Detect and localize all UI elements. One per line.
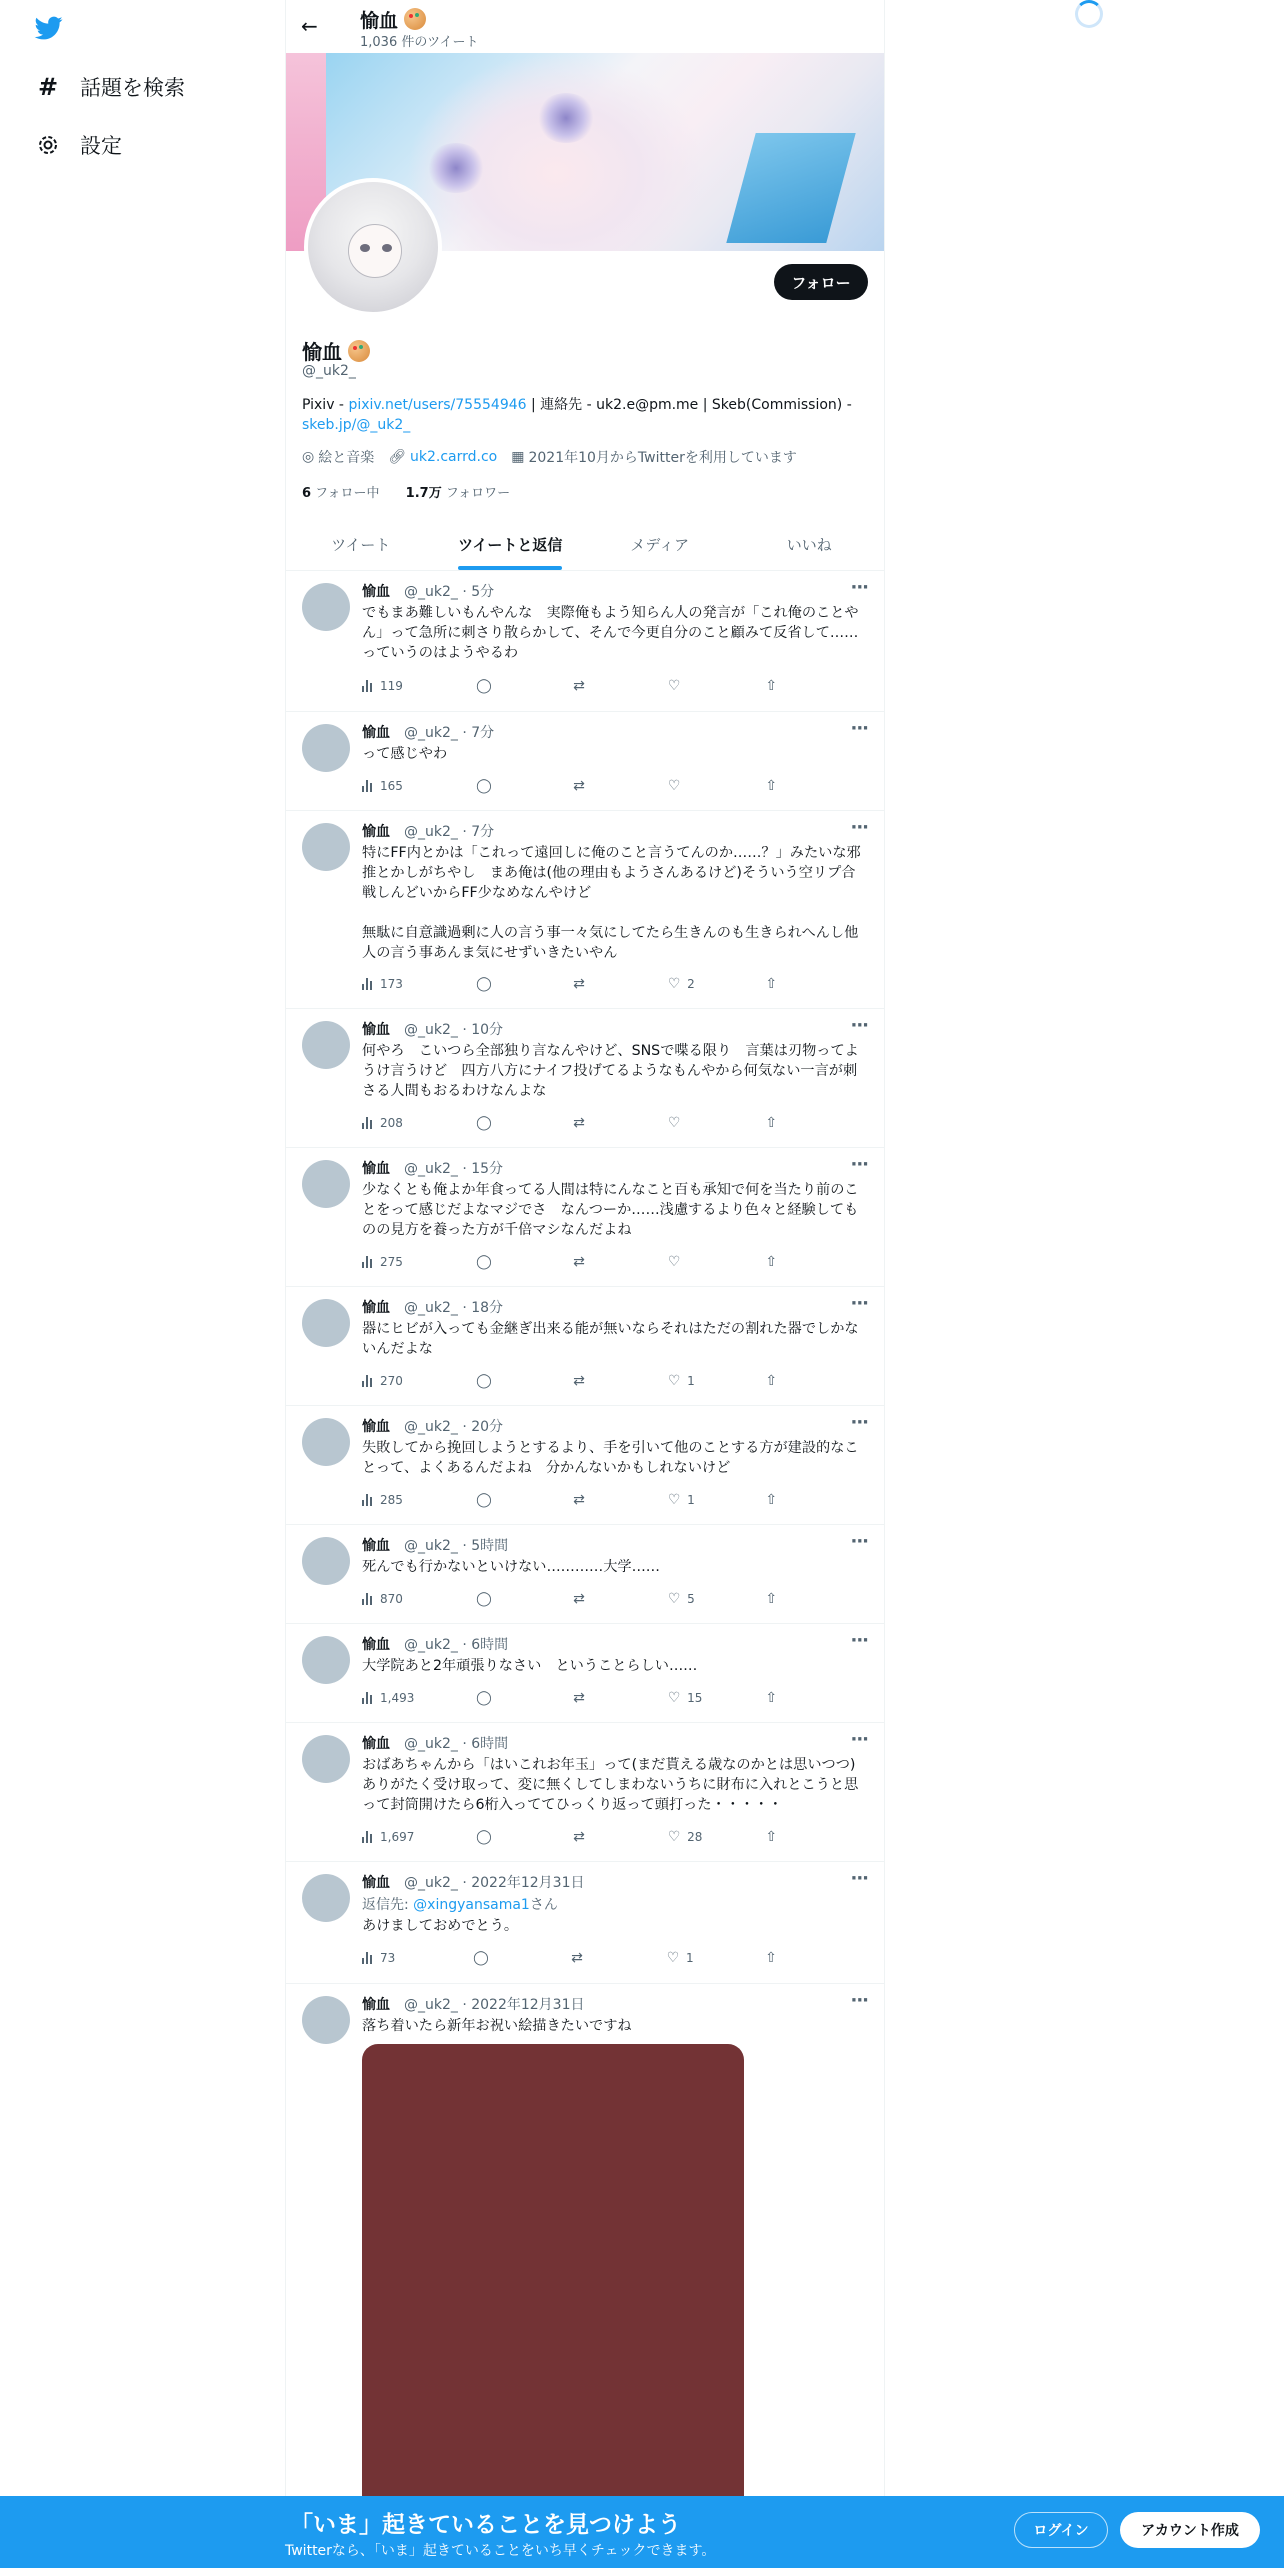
heart-icon: ♡ — [667, 1115, 681, 1131]
main-column — [285, 0, 885, 2568]
share-button[interactable] — [762, 1591, 782, 1607]
profile-handle: @_uk2_ — [302, 363, 356, 379]
more-options-icon[interactable]: ··· — [850, 1412, 868, 1433]
more-options-icon[interactable]: ··· — [850, 1015, 868, 1036]
retweet-icon: ⇄ — [571, 1950, 583, 1966]
avatar[interactable] — [302, 1021, 350, 1069]
profile-avatar[interactable] — [304, 178, 442, 316]
heart-icon: ♡ — [666, 1950, 680, 1966]
more-options-icon[interactable]: ··· — [850, 1154, 868, 1175]
tweet-actions — [362, 676, 782, 696]
analytics-icon — [362, 1831, 376, 1843]
more-options-icon[interactable]: ··· — [850, 1729, 868, 1750]
tweet-handle-time[interactable]: @_uk2_ · 7分 — [404, 824, 495, 840]
like-button[interactable]: ♡ 5 — [665, 1591, 762, 1607]
tweet-text: 落ち着いたら新年お祝い絵描きたいですね — [362, 2018, 632, 2034]
tweet-actions — [362, 1827, 782, 1847]
share-icon: ⇧ — [765, 1690, 778, 1706]
views-button[interactable]: 1,697 — [362, 1830, 475, 1844]
reply-icon: ◯ — [476, 1115, 492, 1131]
signup-banner — [0, 2496, 1284, 2568]
palette-emoji-icon — [348, 340, 370, 362]
tweet-actions — [362, 1113, 782, 1133]
tweet-handle-time[interactable]: @_uk2_ · 2022年12月31日 — [404, 1875, 585, 1891]
more-options-icon[interactable]: ··· — [850, 718, 868, 739]
share-icon: ⇧ — [765, 1254, 778, 1270]
reply-icon: ◯ — [476, 1829, 492, 1845]
tweet-actions — [362, 1371, 782, 1391]
back-arrow-icon[interactable]: ← — [301, 14, 318, 38]
retweet-icon: ⇄ — [573, 678, 585, 694]
more-options-icon[interactable]: ··· — [850, 1531, 868, 1552]
retweet-button[interactable] — [570, 778, 665, 794]
heart-icon: ♡ — [667, 1690, 681, 1706]
heart-icon: ♡ — [667, 1591, 681, 1607]
views-button[interactable]: 285 — [362, 1493, 475, 1507]
share-button[interactable] — [762, 778, 782, 794]
retweet-button[interactable] — [570, 1254, 665, 1270]
login-button[interactable]: ログイン — [1014, 2512, 1108, 2548]
tweet-author[interactable]: 愉血 — [362, 1022, 390, 1038]
reply-button[interactable] — [475, 976, 570, 992]
views-button[interactable]: 173 — [362, 977, 475, 991]
share-icon: ⇧ — [765, 1591, 778, 1607]
heart-icon: ♡ — [667, 778, 681, 794]
tweet-handle-time[interactable]: @_uk2_ · 7分 — [404, 725, 495, 741]
share-icon: ⇧ — [765, 1829, 778, 1845]
avatar[interactable] — [302, 1636, 350, 1684]
retweet-button[interactable] — [570, 1690, 665, 1706]
tweet-actions — [362, 1490, 782, 1510]
profile-name: 愉血 — [302, 340, 342, 364]
tab-media[interactable]: メディア — [630, 535, 690, 554]
tweet-actions — [362, 776, 782, 796]
views-button[interactable]: 870 — [362, 1592, 475, 1606]
heart-icon: ♡ — [667, 678, 681, 694]
analytics-icon — [362, 978, 376, 990]
views-button[interactable]: 208 — [362, 1116, 475, 1130]
avatar[interactable] — [302, 1537, 350, 1585]
follow-button[interactable]: フォロー — [774, 264, 868, 300]
avatar[interactable] — [302, 1299, 350, 1347]
retweet-button[interactable] — [570, 1829, 665, 1845]
share-button[interactable] — [762, 678, 782, 694]
tweet-text: 少なくとも俺よか年食ってる人間は特にんなこと百も承知で何を当たり前のことをって感じだよなマジでさ なんつーか……浅慮するより色々と経験してものの見方を養った方が千倍マシなんだよね — [362, 1182, 859, 1238]
link-icon: 🔗︎ — [388, 449, 406, 465]
retweet-button[interactable] — [570, 678, 665, 694]
reply-button[interactable] — [475, 1690, 570, 1706]
tweet-author[interactable]: 愉血 — [362, 1637, 390, 1653]
retweet-icon: ⇄ — [573, 1690, 585, 1706]
heart-icon: ♡ — [667, 976, 681, 992]
tweet[interactable] — [286, 712, 884, 811]
share-button[interactable] — [762, 1373, 782, 1389]
retweet-icon: ⇄ — [573, 1373, 585, 1389]
tweet-handle-time[interactable]: @_uk2_ · 18分 — [404, 1300, 504, 1316]
tweet-handle-time[interactable]: @_uk2_ · 5時間 — [404, 1538, 509, 1554]
hashtag-icon: # — [37, 73, 59, 101]
analytics-icon — [362, 680, 376, 692]
reply-icon: ◯ — [476, 1492, 492, 1508]
tweet-count: 1,036 件のツイート — [360, 35, 479, 50]
tweet-actions — [362, 1589, 782, 1609]
like-button[interactable] — [665, 678, 762, 694]
heart-icon: ♡ — [667, 1492, 681, 1508]
avatar[interactable] — [302, 1996, 350, 2044]
create-account-button[interactable]: アカウント作成 — [1120, 2512, 1260, 2548]
tweet-handle-time[interactable]: @_uk2_ · 6時間 — [404, 1736, 509, 1752]
tweet-text: 特にFF内とかは「これって遠回しに俺のこと言うてんのか……？」みたいな邪推とかしがちやし まあ俺は(他の理由もようさんあるけど)そういう空リプ合戦しんどいからFF少なめなんやけど 無駄に自意識過剰に人の言う事一々気にしてたら生きんのも生きられへんし他人の言う事あんま気にせずいきたいやん — [362, 845, 861, 961]
tweet[interactable] — [286, 1984, 884, 2568]
profile-bio: Pixiv - pixiv.net/users/75554946 | 連絡先 - uk2.e@pm.me | Skeb(Commission) - skeb.jp/@_uk2_ — [302, 397, 852, 433]
tweet-handle-time[interactable]: @_uk2_ · 5分 — [404, 584, 495, 600]
profile-stats — [302, 482, 510, 501]
tweet-text: でもまあ難しいもんやんな 実際俺もよう知らん人の発言が「これ俺のことやん」って急所に刺さり散らかして、そんで今更自分のこと顧みて反省して……っていうのはようやるわ — [362, 605, 859, 661]
analytics-icon — [362, 1952, 376, 1964]
tweet[interactable] — [286, 1287, 884, 1406]
more-options-icon[interactable]: ··· — [850, 1868, 868, 1889]
like-button[interactable] — [665, 1115, 762, 1131]
views-button[interactable]: 270 — [362, 1374, 475, 1388]
tweet-handle-time[interactable]: @_uk2_ · 10分 — [404, 1022, 504, 1038]
tweet-text: 何やろ こいつら全部独り言なんやけど、SNSで喋る限り 言葉は刃物ってようけ言うけど 四方八方にナイフ投げてるようなもんやから何気ない一言が刺さる人間もおるわけなんよな — [362, 1043, 859, 1099]
tweet[interactable] — [286, 571, 884, 712]
like-button[interactable]: ♡ 1 — [665, 1492, 762, 1508]
tweet-author[interactable]: 愉血 — [362, 1997, 390, 2013]
analytics-icon — [362, 1117, 376, 1129]
tweet-text: 死んでも行かないといけない…………大学…… — [362, 1559, 660, 1575]
tweet-actions — [362, 1252, 782, 1272]
tweet-author[interactable]: 愉血 — [362, 824, 390, 840]
tweet[interactable] — [286, 1148, 884, 1287]
retweet-icon: ⇄ — [573, 1492, 585, 1508]
tweet-author[interactable]: 愉血 — [362, 725, 390, 741]
analytics-icon — [362, 1375, 376, 1387]
tweet-text: 大学院あと2年頑張りなさい ということらしい…… — [362, 1658, 698, 1674]
views-button[interactable]: 119 — [362, 679, 475, 693]
reply-icon: ◯ — [473, 1950, 489, 1966]
share-icon: ⇧ — [765, 976, 778, 992]
tweet-text: おばあちゃんから「はいこれお年玉」って(まだ貰える歳なのかとは思いつつ)ありがたく受け取って、変に無くしてしまわないうちに財布に入れとこうと思って封筒開けたら6桁入っててひっくり返って頭打った・・・・・ — [362, 1757, 859, 1813]
more-options-icon[interactable]: ··· — [850, 1990, 868, 2011]
tweet-handle-time[interactable]: @_uk2_ · 15分 — [404, 1161, 504, 1177]
nav-item-settings[interactable] — [36, 125, 122, 165]
reply-icon: ◯ — [476, 1254, 492, 1270]
tweet-text: 失敗してから挽回しようとするより、手を引いて他のことする方が建設的なことって、よくあるんだよね 分かんないかもしれないけど — [362, 1440, 859, 1476]
profile-category: 絵と音楽 — [318, 450, 375, 466]
location-pin-icon: ◎ — [302, 449, 315, 465]
calendar-icon: ▦ — [511, 449, 525, 465]
tweet-author[interactable]: 愉血 — [362, 1538, 390, 1554]
share-button[interactable] — [762, 1690, 782, 1706]
tweet-author[interactable]: 愉血 — [362, 1736, 390, 1752]
tweet-author[interactable]: 愉血 — [362, 1161, 390, 1177]
avatar[interactable] — [302, 1874, 350, 1922]
tweet-actions — [362, 1948, 782, 1968]
views-button[interactable]: 165 — [362, 779, 475, 793]
tweet-text: あけましておめでとう。 — [362, 1918, 519, 1934]
tweet-actions — [362, 974, 782, 994]
following-link[interactable]: 6 フォロー中 — [302, 486, 380, 501]
views-button[interactable]: 275 — [362, 1255, 475, 1269]
share-button[interactable] — [762, 1115, 782, 1131]
bio-skeb-link[interactable]: skeb.jp/@_uk2_ — [302, 417, 411, 433]
profile-meta — [302, 447, 811, 467]
nav-item-explore-label: 話題を検索 — [80, 76, 185, 100]
avatar[interactable] — [302, 823, 350, 871]
retweet-button[interactable] — [570, 1492, 665, 1508]
retweet-icon: ⇄ — [573, 778, 585, 794]
palette-emoji-icon — [404, 8, 426, 30]
more-options-icon[interactable]: ··· — [850, 1630, 868, 1651]
heart-icon: ♡ — [667, 1254, 681, 1270]
reply-button[interactable] — [475, 1829, 570, 1845]
like-button[interactable] — [665, 1254, 762, 1270]
like-button[interactable]: ♡ 15 — [665, 1690, 762, 1706]
views-button[interactable]: 73 — [362, 1951, 472, 1965]
retweet-icon: ⇄ — [573, 1591, 585, 1607]
share-button[interactable] — [762, 1254, 782, 1270]
tweet-author[interactable]: 愉血 — [362, 584, 390, 600]
share-button[interactable] — [762, 1950, 782, 1966]
reply-button[interactable] — [475, 1373, 570, 1389]
tweet[interactable] — [286, 1723, 884, 1862]
nav-item-explore[interactable] — [36, 67, 185, 107]
followers-link[interactable]: 1.7万 フォロワー — [405, 486, 511, 501]
share-icon: ⇧ — [765, 1492, 778, 1508]
tweet-handle-time[interactable]: @_uk2_ · 6時間 — [404, 1637, 509, 1653]
tweet-handle-time[interactable]: @_uk2_ · 2022年12月31日 — [404, 1997, 585, 2013]
reply-icon: ◯ — [476, 778, 492, 794]
retweet-icon: ⇄ — [573, 1115, 585, 1131]
avatar[interactable] — [302, 583, 350, 631]
reply-button[interactable] — [475, 1591, 570, 1607]
profile-website-link[interactable]: uk2.carrd.co — [410, 449, 498, 465]
profile-header — [286, 0, 884, 53]
share-icon: ⇧ — [765, 778, 778, 794]
views-button[interactable]: 1,493 — [362, 1691, 475, 1705]
tab-tweets[interactable]: ツイート — [331, 535, 391, 554]
retweet-button[interactable] — [570, 976, 665, 992]
share-icon: ⇧ — [765, 678, 778, 694]
analytics-icon — [362, 780, 376, 792]
reply-icon: ◯ — [476, 1373, 492, 1389]
heart-icon: ♡ — [667, 1829, 681, 1845]
like-button[interactable]: ♡ 1 — [665, 1373, 762, 1389]
retweet-button[interactable] — [570, 1115, 665, 1131]
like-button[interactable]: ♡ 1 — [664, 1950, 762, 1966]
retweet-icon: ⇄ — [573, 976, 585, 992]
header-name: 愉血 — [360, 10, 399, 32]
tweet-author[interactable]: 愉血 — [362, 1300, 390, 1316]
nav-item-settings-label: 設定 — [80, 134, 122, 158]
retweet-icon: ⇄ — [573, 1829, 585, 1845]
more-options-icon[interactable]: ··· — [850, 577, 868, 598]
avatar[interactable] — [302, 1735, 350, 1783]
more-options-icon[interactable]: ··· — [850, 817, 868, 838]
reply-button[interactable] — [472, 1950, 568, 1966]
retweet-button[interactable] — [570, 1591, 665, 1607]
retweet-button[interactable] — [570, 1373, 665, 1389]
tweet-handle-time[interactable]: @_uk2_ · 20分 — [404, 1419, 504, 1435]
retweet-button[interactable] — [568, 1950, 664, 1966]
tweet-text: 器にヒビが入っても金継ぎ出来る能が無いならそれはただの割れた器でしかないんだよな — [362, 1321, 859, 1357]
tweet-actions — [362, 1688, 782, 1708]
share-button[interactable] — [762, 976, 782, 992]
reply-icon: ◯ — [476, 1591, 492, 1607]
reply-button[interactable] — [475, 1492, 570, 1508]
tweet-text: って感じやわ — [362, 746, 448, 762]
reply-button[interactable] — [475, 778, 570, 794]
reply-icon: ◯ — [476, 976, 492, 992]
reply-button[interactable] — [475, 1254, 570, 1270]
signup-banner-subtitle: Twitterなら、「いま」起きていることをいち早くチェックできます。 — [285, 2543, 716, 2559]
avatar[interactable] — [302, 724, 350, 772]
reply-context: 返信先: @xingyansama1さん — [362, 1897, 558, 1913]
analytics-icon — [362, 1593, 376, 1605]
tweet[interactable] — [286, 1525, 884, 1624]
like-button[interactable]: ♡ 28 — [665, 1829, 762, 1845]
tweet[interactable] — [286, 1009, 884, 1148]
tweet[interactable] — [286, 1624, 884, 1723]
tweet[interactable] — [286, 1862, 884, 1984]
share-button[interactable] — [762, 1492, 782, 1508]
profile-tabs — [286, 518, 884, 571]
heart-icon: ♡ — [667, 1373, 681, 1389]
reply-icon: ◯ — [476, 678, 492, 694]
more-options-icon[interactable]: ··· — [850, 1293, 868, 1314]
reply-icon: ◯ — [476, 1690, 492, 1706]
tweet-author[interactable]: 愉血 — [362, 1875, 390, 1891]
retweet-icon: ⇄ — [573, 1254, 585, 1270]
loading-spinner-icon — [1075, 0, 1103, 28]
analytics-icon — [362, 1494, 376, 1506]
tab-likes[interactable]: いいね — [786, 535, 832, 554]
avatar[interactable] — [302, 1418, 350, 1466]
reply-to-link[interactable]: @xingyansama1 — [413, 1897, 530, 1913]
tab-tweets-and-replies[interactable]: ツイートと返信 — [436, 518, 586, 570]
reply-button[interactable] — [475, 1115, 570, 1131]
share-icon: ⇧ — [765, 1950, 777, 1966]
tweet-author[interactable]: 愉血 — [362, 1419, 390, 1435]
share-icon: ⇧ — [765, 1115, 778, 1131]
gear-icon — [36, 133, 60, 157]
tweet[interactable] — [286, 811, 884, 1009]
tweet[interactable] — [286, 1406, 884, 1525]
avatar[interactable] — [302, 1160, 350, 1208]
profile-joined: 2021年10月からTwitterを利用しています — [528, 450, 797, 466]
analytics-icon — [362, 1692, 376, 1704]
like-button[interactable] — [665, 778, 762, 794]
share-button[interactable] — [762, 1829, 782, 1845]
reply-button[interactable] — [475, 678, 570, 694]
analytics-icon — [362, 1256, 376, 1268]
twitter-logo-icon[interactable] — [33, 14, 65, 42]
like-button[interactable]: ♡ 2 — [665, 976, 762, 992]
bio-pixiv-link[interactable]: pixiv.net/users/75554946 — [348, 397, 527, 413]
signup-banner-title: 「いま」起きていることを見つけよう — [290, 2512, 681, 2538]
tweet-media-image[interactable] — [362, 2044, 744, 2514]
share-icon: ⇧ — [765, 1373, 778, 1389]
